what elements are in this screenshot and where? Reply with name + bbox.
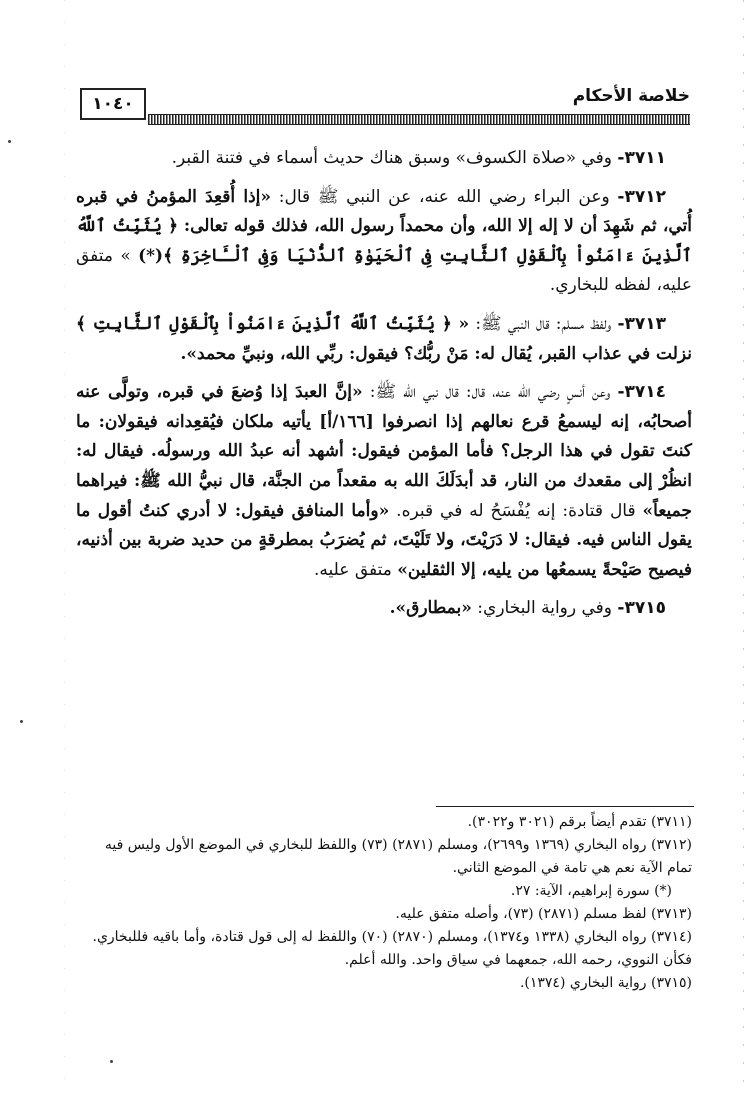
hadith-number: ٣٧١١- — [617, 148, 666, 168]
scan-margin-dots-right — [743, 0, 744, 1096]
hadith-3714 — [76, 378, 692, 585]
hadith-text: » متفق عليه، لفظه للبخاري. — [76, 245, 692, 296]
book-title: خلاصة الأحكام — [565, 86, 690, 106]
hadith-number: ٣٧١٢- — [617, 186, 666, 207]
hadith-number: ٣٧١٤- — [617, 382, 667, 403]
header-rule — [148, 114, 690, 125]
footnote-rule — [436, 806, 694, 807]
hadith-quote: «بمطارق». — [389, 598, 472, 619]
hadith-text: متفق عليه. — [314, 559, 392, 580]
hadith-3712 — [76, 183, 692, 301]
hadith-3713 — [76, 310, 692, 369]
running-header — [80, 86, 690, 126]
hadith-number: ٣٧١٥- — [617, 598, 666, 619]
footnote: (٣٧١١) تقدم أيضاً برقم (٣٠٢١ و٣٠٢٢). — [467, 814, 692, 830]
footnotes — [76, 811, 692, 995]
hadith-quote: «إذا أُقعِدَ المؤمنُ في قبره أُتي، ثم شَهِدَ أن لا إله إلا الله، وأن محمداً رسول الله، فذلك قوله تعالى: — [76, 186, 692, 237]
page-number: ١٠٤٠ — [80, 88, 146, 120]
hadith-text: ولفظ مسلم: قال النبي ﷺ: — [475, 313, 612, 334]
scan-margin-dots-left — [64, 0, 65, 1096]
hadith-quote: «وأما المنافق فيقول: لا أدري كنتُ أقول ما يقول الناس فيه. فيقال: لا دَرَيْتَ، ولا تَلَيْتَ، ثم يُضرَبُ بمطرقةٍ من حديد ضربة بين أذنيه، فيصيح صَيْحةً يسمعُها من يليه، إلا الثقلين» — [76, 500, 692, 580]
scan-speck — [8, 140, 11, 143]
quran-verse: ﴿ يُثَبِّتُ ٱللَّهُ ٱلَّذِينَ ءَامَنُواْ بِٱلْقَوْلِ ٱلثَّابِتِ فِى ٱلْحَيَوٰةِ ٱلدُّنْيَا وَفِى ٱلْـَٔاخِرَةِ ﴾(*) — [76, 216, 692, 266]
hadith-text: وعن أنسٍ رضي الله عنه، قال: قال نبي الله ﷺ: — [369, 382, 611, 403]
scan-speck — [110, 1060, 113, 1063]
hadith-quote: نزلت في عذاب القبر، يُقال له: مَنْ ربُّك؟ فيقول: ربِّي الله، ونبيِّ محمد». — [180, 343, 692, 364]
footnote: (*) سورة إبراهيم، الآية: ٢٧. — [510, 883, 672, 899]
main-text — [76, 144, 692, 633]
scan-speck — [20, 720, 23, 723]
footnote: (٣٧١٢) رواه البخاري (١٣٦٩ و٢٦٩٩)، ومسلم (٢٨٧١) (٧٣) واللفظ للبخاري في الموضع الأول وليس فيه تمام الآية نعم هي تامة في الموضع الثاني. — [104, 837, 692, 876]
footnote: (٣٧١٣) لفظ مسلم (٢٨٧١) (٧٣)، وأصله متفق عليه. — [395, 906, 692, 922]
quran-verse: « ﴿ يُثَبِّتُ ٱللَّهُ ٱلَّذِينَ ءَامَنُواْ بِٱلْقَوْلِ ٱلثَّابِتِ ﴾ — [76, 313, 470, 334]
hadith-text: وفي «صلاة الكسوف» وسبق هناك حديث أسماء في فتنة القبر. — [171, 148, 613, 168]
footnote: (٣٧١٥) رواية البخاري (١٣٧٤). — [519, 975, 692, 991]
hadith-3711 — [76, 144, 692, 174]
hadith-3715 — [76, 594, 692, 624]
hadith-text: وفي رواية البخاري: — [477, 598, 613, 619]
hadith-text: وعن البراء رضي الله عنه، عن النبي ﷺ قال: — [278, 186, 610, 207]
hadith-number: ٣٧١٣- — [617, 313, 667, 334]
hadith-quote: «إنَّ العبدَ إذا وُضعَ في قبره، وتولَّى عنه أصحابُه، إنه ليسمعُ قرع نعالهم إذا انصرفوا [١٦٦/أ] يأتيه ملكان فيُقعِدانه فيقولان: ما كنتَ تقول في هذا الرجل؟ فأما المؤمن فيقول: أشهد أنه عبدُ الله ورسولُه. فيقال له: انظُرْ إلى مقعدك من النار، قد أبدَلَكَ الله به مقعداً من الجنَّة، قال نبيُّ الله ﷺ: فيراهما جميعاً» — [76, 382, 693, 521]
hadith-text: قال قتادة: إنه يُفْسَحُ له في قبره. — [396, 500, 636, 521]
footnote: (٣٧١٤) رواه البخاري (١٣٣٨ و١٣٧٤)، ومسلم (٢٨٧٠) (٧٠) واللفظ له إلى قول قتادة، وأما باقيه فللبخاري. فكأن النووي، رحمه الله، جمعهما في سياق واحد. والله أعلم. — [92, 929, 692, 968]
